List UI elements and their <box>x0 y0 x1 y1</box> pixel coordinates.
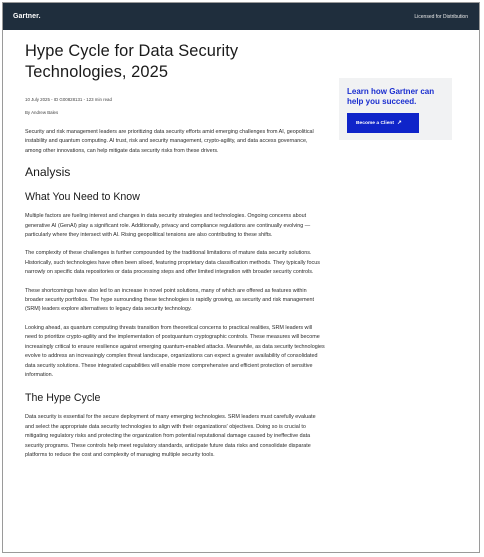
promo-box <box>339 78 452 140</box>
gartner-logo[interactable]: Gartner. <box>13 13 41 20</box>
article-main <box>25 41 325 460</box>
license-text: Licensed for Distribution <box>414 13 468 20</box>
article-byline: By Andrew Bales <box>25 110 59 115</box>
become-client-button[interactable] <box>347 113 419 133</box>
article-summary: Security and risk management leaders are prioritizing data security efforts amid emerging challenges from AI, geopolitical instability and quantum computing. AI trust, risk and security management, crypto-agility, and data access governance, among other innovations, can help mitigate data security risks from these drivers. <box>25 129 314 154</box>
hype-cycle-paragraph: Data security is essential for the secure deployment of many emerging technologies. SRM leaders must carefully evaluate and select the appropriate data security technologies to align with their organizations' objectives. Doing so is crucial to mitigating regulatory risks and protecting the organization from potential reputational damage caused by ineffective data security programs. These controls help meet regulatory standards, anticipate future data risks and consolidate disparate platforms to reduce the cost and complexity of managing multiple security tools. <box>25 414 316 458</box>
analysis-heading: Analysis <box>25 165 71 180</box>
what-you-need-heading: What You Need to Know <box>25 191 140 204</box>
promo-heading: Learn how Gartner can help you succeed. <box>347 87 435 106</box>
analysis-paragraph: Looking ahead, as quantum computing threats transition from theoretical concerns to practical realities, SRM leaders will need to prioritize crypto-agility and the implementation of postquantum cryptographic controls. These measures will become increasingly critical to ensure resilience against emerging quantum-enabled attacks. Meanwhile, as data security technologies evolve to address an increasingly complex threat landscape, organizations can expect a greater availability of consolidated data security solutions. These integrated capabilities will enable more comprehensive and efficient protection of sensitive information. <box>25 324 325 378</box>
arrow-up-right-icon: ↗ <box>397 120 402 126</box>
analysis-paragraph: These shortcomings have also led to an increase in novel point solutions, many of which are offered as features within broader security portfolios. The hype surrounding these technologies is rapidly growing, as security and risk management (SRM) leaders explore alternatives to legacy data security technology. <box>25 287 315 313</box>
page-title: Hype Cycle for Data Security Technologies, 2025 <box>25 42 239 81</box>
page-frame <box>2 2 480 553</box>
analysis-paragraph: The complexity of these challenges is further compounded by the traditional limitations of mature data security solutions. Historically, such technologies have often been siloed, featuring proprietary data classification methods. They typically focus narrowly on specific data repositories or data processing steps and offer limited integration with broader security controls. <box>25 250 320 276</box>
analysis-paragraph: Multiple factors are fueling interest and changes in data security strategies and technologies. Ongoing concerns about generative AI (GenAI) play a significant role. Additionally, privacy and compliance regulations are continually evolving — particularly where they intersect with AI. Rising geopolitical tensions are also contributing to these shifts. <box>25 213 311 239</box>
article-meta: 10 July 2025 - ID G00828131 - 123 min read <box>25 97 112 102</box>
become-client-label: Become a Client <box>356 120 395 126</box>
top-bar <box>3 3 479 30</box>
hype-cycle-heading: The Hype Cycle <box>25 392 101 405</box>
